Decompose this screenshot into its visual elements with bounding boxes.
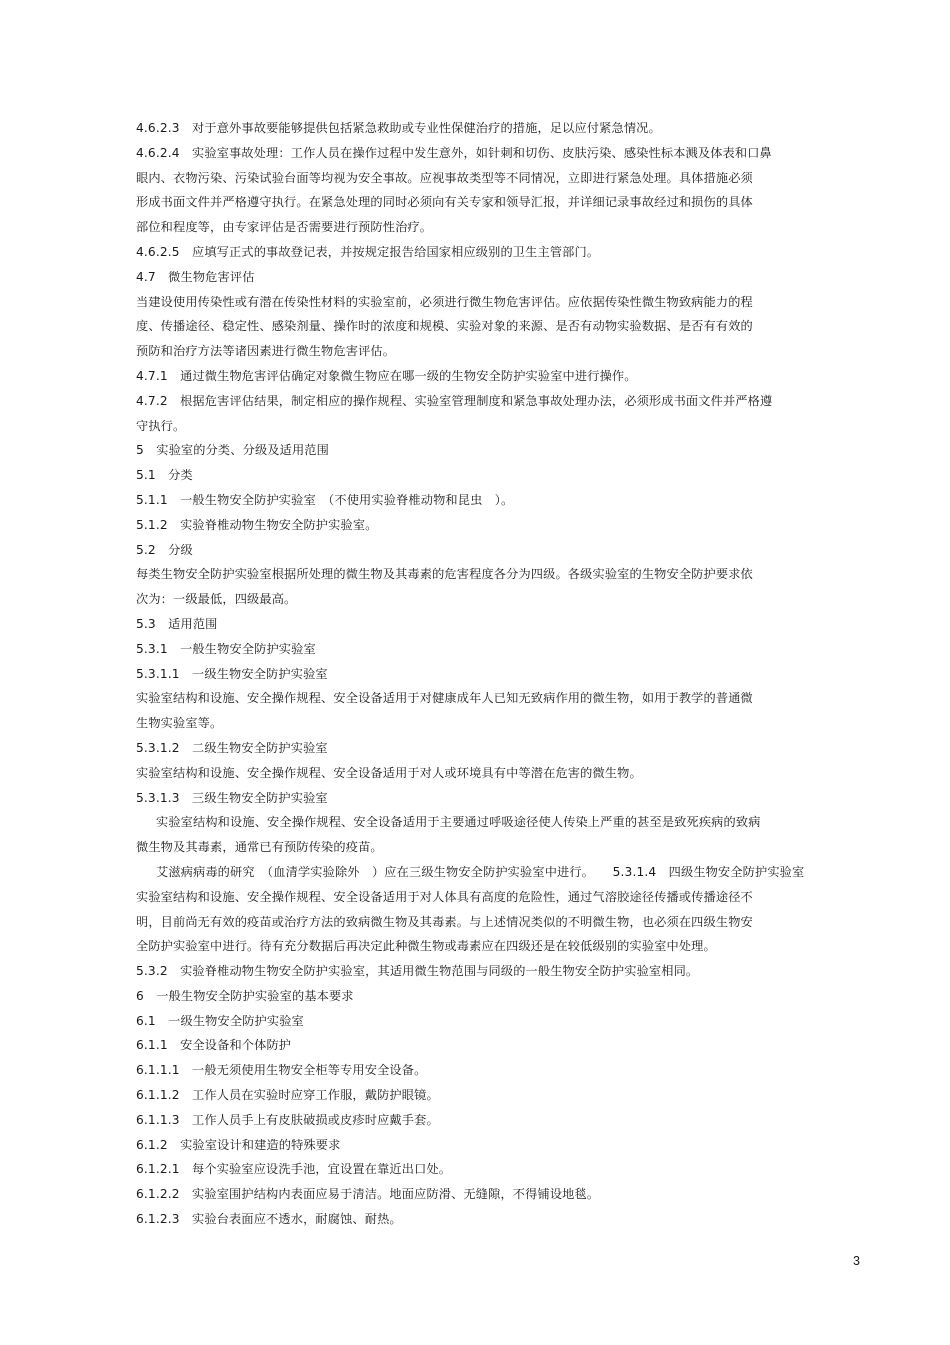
text-line: 全防护实验室中进行。待有充分数据后再决定此种微生物或毒素应在四级还是在较低级别的实验室中处理。	[136, 939, 716, 954]
page-number: 3	[853, 1254, 860, 1268]
text-line: 5.3.1.3 三级生物安全防护实验室	[136, 790, 328, 805]
text-line: 5.1.2 实验脊椎动物生物安全防护实验室。	[136, 517, 378, 532]
text-line: 5 实验室的分类、分级及适用范围	[136, 443, 329, 458]
text-line: 5.3.1.1 一级生物安全防护实验室	[136, 666, 328, 681]
text-line: 守执行。	[136, 418, 186, 433]
text-line: 4.6.2.4 实验室事故处理：工作人员在操作过程中发生意外，如针刺和切伤、皮肤污染、感染性标本溅及体表和口鼻	[136, 145, 772, 160]
text-line: 眼内、衣物污染、污染试验台面等均视为安全事故。应视事故类型等不同情况，立即进行紧急处理。具体措施必须	[136, 170, 753, 185]
text-line: 形成书面文件并严格遵守执行。在紧急处理的同时必须向有关专家和领导汇报，并详细记录事故经过和损伤的具体	[136, 195, 753, 210]
text-line: 6.1.1.2 工作人员在实验时应穿工作服，戴防护眼镜。	[136, 1088, 439, 1103]
text-line: 6.1.2.3 实验台表面应不透水，耐腐蚀、耐热。	[136, 1212, 402, 1227]
text-line: 5.3.2 实验脊椎动物生物安全防护实验室，其适用微生物范围与同级的一般生物安全防护实验室相同。	[136, 964, 699, 979]
text-line: 5.3.1 一般生物安全防护实验室	[136, 641, 316, 656]
text-line: 艾滋病病毒的研究 （血清学实验除外 ）应在三级生物安全防护实验室中进行。 5.3.1.4 四级生物安全防护实验室	[156, 864, 805, 879]
text-line: 实验室结构和设施、安全操作规程、安全设备适用于对人或环境具有中等潜在危害的微生物。	[136, 765, 642, 780]
text-line: 实验室结构和设施、安全操作规程、安全设备适用于对健康成年人已知无致病作用的微生物，如用于教学的普通微	[136, 691, 753, 706]
text-line: 5.3 适用范围	[136, 616, 218, 631]
text-line: 6 一般生物安全防护实验室的基本要求	[136, 988, 354, 1003]
text-line: 次为：一级最低，四级最高。	[136, 592, 297, 607]
text-line: 6.1 一级生物安全防护实验室	[136, 1013, 304, 1028]
text-line: 4.7.1 通过微生物危害评估确定对象微生物应在哪一级的生物安全防护实验室中进行操作。	[136, 368, 637, 383]
text-line: 5.3.1.2 二级生物安全防护实验室	[136, 740, 328, 755]
text-line: 6.1.1 安全设备和个体防护	[136, 1038, 292, 1053]
text-line: 4.6.2.5 应填写正式的事故登记表，并按规定报告给国家相应级别的卫生主管部门。	[136, 244, 600, 259]
text-line: 实验室结构和设施、安全操作规程、安全设备适用于主要通过呼吸途径使人传染上严重的甚至是致死疾病的致病	[156, 815, 761, 830]
text-line: 5.2 分级	[136, 542, 193, 557]
text-line: 6.1.1.1 一般无须使用生物安全柜等专用安全设备。	[136, 1063, 427, 1078]
document-body	[136, 116, 836, 1232]
text-line: 4.7 微生物危害评估	[136, 269, 255, 284]
text-line: 4.7.2 根据危害评估结果，制定相应的操作规程、实验室管理制度和紧急事故处理办法，必须形成书面文件并严格遵	[136, 393, 773, 408]
text-line: 5.1.1 一般生物安全防护实验室 （不使用实验脊椎动物和昆虫 ）。	[136, 492, 514, 507]
text-line: 6.1.2.1 每个实验室应设洗手池，宜设置在靠近出口处。	[136, 1162, 452, 1177]
text-line: 6.1.2.2 实验室围护结构内表面应易于清洁。地面应防滑、无缝隙，不得铺设地毯。	[136, 1187, 600, 1202]
text-line: 6.1.2 实验室设计和建造的特殊要求	[136, 1137, 341, 1152]
text-line: 明，目前尚无有效的疫苗或治疗方法的致病微生物及其毒素。与上述情况类似的不明微生物，也必须在四级生物安	[136, 914, 753, 929]
text-line: 每类生物安全防护实验室根据所处理的微生物及其毒素的危害程度各分为四级。各级实验室的生物安全防护要求依	[136, 567, 753, 582]
text-line: 实验室结构和设施、安全操作规程、安全设备适用于对人体具有高度的危险性，通过气溶胶途径传播或传播途径不	[136, 889, 753, 904]
text-line: 5.1 分类	[136, 468, 193, 483]
text-line: 当建设使用传染性或有潜在传染性材料的实验室前，必须进行微生物危害评估。应依据传染性微生物致病能力的程	[136, 294, 753, 309]
text-line: 4.6.2.3 对于意外事故要能够提供包括紧急救助或专业性保健治疗的措施，足以应付紧急情况。	[136, 121, 661, 135]
text-line: 微生物及其毒素，通常已有预防传染的疫苗。	[136, 840, 383, 855]
text-line: 6.1.1.3 工作人员手上有皮肤破损或皮疹时应戴手套。	[136, 1112, 439, 1127]
text-line: 度、传播途径、稳定性、感染剂量、操作时的浓度和规模、实验对象的来源、是否有动物实验数据、是否有有效的	[136, 319, 753, 334]
text-line: 部位和程度等，由专家评估是否需要进行预防性治疗。	[136, 220, 433, 235]
text-line: 生物实验室等。	[136, 716, 223, 731]
text-line: 预防和治疗方法等诸因素进行微生物危害评估。	[136, 344, 396, 359]
